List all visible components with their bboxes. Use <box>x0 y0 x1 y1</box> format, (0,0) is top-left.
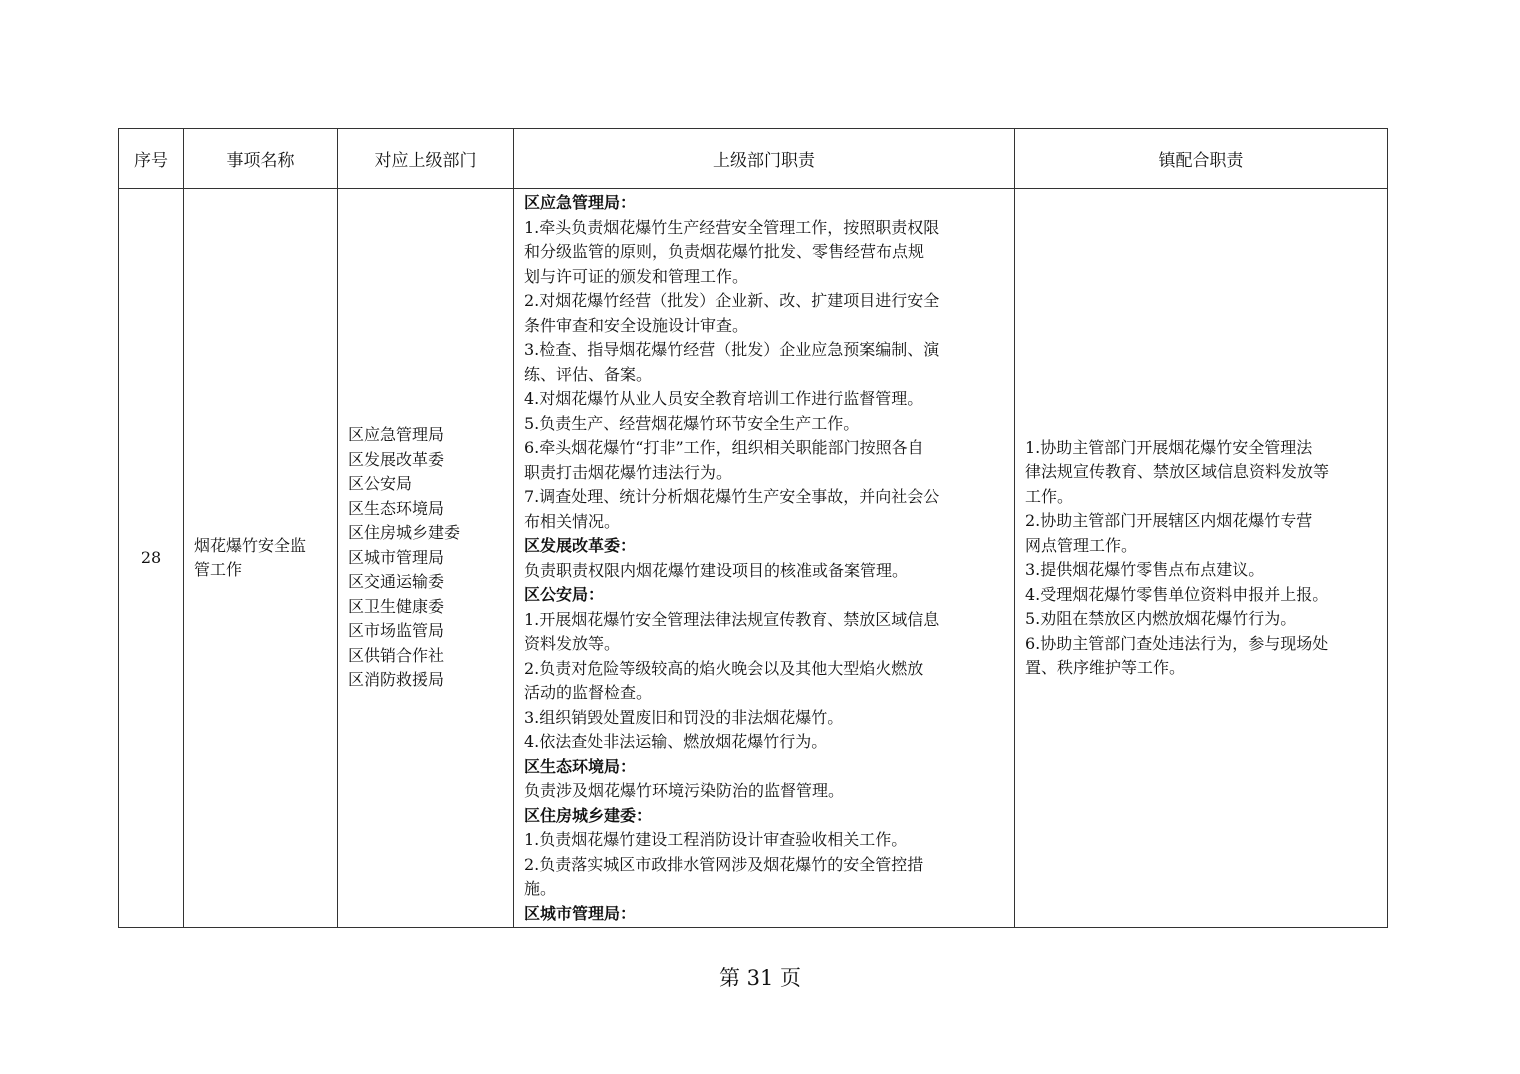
page-number: 第 31 页 <box>718 966 802 990</box>
duty-line: 2.负责落实城区市政排水管网涉及烟花爆竹的安全管控措 <box>524 854 924 874</box>
duty-line: 4.依法查处非法运输、燃放烟花爆竹行为。 <box>524 732 828 751</box>
duty-line: 负责涉及烟花爆竹环境污染防治的监督管理。 <box>524 781 845 800</box>
duty-line: 施。 <box>524 879 557 898</box>
department-item: 区市场监管局 <box>348 621 445 641</box>
duty-line: 4.对烟花爆竹从业人员安全教育培训工作进行监督管理。 <box>524 389 924 408</box>
duty-line: 负责职责权限内烟花爆竹建设项目的核准或备案管理。 <box>524 560 909 580</box>
town-duty-line: 5.劝阻在禁放区内燃放烟花爆竹行为。 <box>1025 609 1297 628</box>
town-duty-line: 置、秩序维护等工作。 <box>1025 658 1186 677</box>
duty-line: 练、评估、备案。 <box>524 364 653 384</box>
town-duty-line: 律法规宣传教育、禁放区域信息资料发放等 <box>1025 462 1330 481</box>
department-item: 区应急管理局 <box>348 425 445 445</box>
duty-line: 2.对烟花爆竹经营（批发）企业新、改、扩建项目进行安全 <box>524 291 940 310</box>
duty-line: 1.开展烟花爆竹安全管理法律法规宣传教育、禁放区域信息 <box>524 609 940 629</box>
town-duty-line: 4.受理烟花爆竹零售单位资料申报并上报。 <box>1025 584 1329 604</box>
duty-line: 3.组织销毁处置废旧和罚没的非法烟花爆竹。 <box>524 707 844 727</box>
duty-line: 7.调查处理、统计分析烟花爆竹生产安全事故，并向社会公 <box>524 487 940 506</box>
dept-duties-cell <box>514 189 1015 928</box>
duty-line: 2.负责对危险等级较高的焰火晚会以及其他大型焰火燃放 <box>524 658 924 678</box>
duty-line: 6.牵头烟花爆竹“打非”工作，组织相关职能部门按照各自 <box>524 438 924 457</box>
town-duty-line: 3.提供烟花爆竹零售点布点建议。 <box>1025 560 1265 579</box>
duty-department-heading: 区应急管理局： <box>524 193 637 212</box>
department-item: 区交通运输委 <box>348 572 445 592</box>
duty-line: 5.负责生产、经营烟花爆竹环节安全生产工作。 <box>524 413 860 433</box>
town-duty-line: 工作。 <box>1025 486 1074 506</box>
duty-department-heading: 区生态环境局： <box>524 756 637 776</box>
duty-department-heading: 区发展改革委： <box>524 536 637 555</box>
duty-line: 活动的监督检查。 <box>524 683 653 702</box>
header-number: 序号 <box>119 129 184 189</box>
duty-table <box>118 128 1388 928</box>
department-item: 区生态环境局 <box>348 498 445 518</box>
duty-line: 1.牵头负责烟花爆竹生产经营安全管理工作，按照职责权限 <box>524 217 940 237</box>
duty-department-heading: 区公安局： <box>524 585 605 604</box>
item-name-cell <box>184 189 338 928</box>
duty-line: 资料发放等。 <box>524 634 621 653</box>
duty-line: 划与许可证的颁发和管理工作。 <box>524 266 749 286</box>
header-town-duties: 镇配合职责 <box>1015 129 1388 189</box>
row-number: 28 <box>119 189 184 928</box>
header-item-name: 事项名称 <box>184 129 338 189</box>
duty-line: 条件审查和安全设施设计审查。 <box>524 315 749 335</box>
table-header-row <box>119 129 1388 189</box>
department-item: 区公安局 <box>348 474 413 494</box>
department-item: 区住房城乡建委 <box>348 523 461 543</box>
duty-department-heading: 区住房城乡建委： <box>524 805 653 825</box>
duty-line: 布相关情况。 <box>524 511 621 531</box>
header-departments: 对应上级部门 <box>338 129 514 189</box>
town-duty-line: 2.协助主管部门开展辖区内烟花爆竹专营 <box>1025 511 1313 530</box>
table-row <box>119 189 1388 928</box>
department-item: 区卫生健康委 <box>348 596 445 616</box>
town-duty-line: 6.协助主管部门查处违法行为，参与现场处 <box>1025 633 1329 653</box>
department-item: 区城市管理局 <box>348 547 445 567</box>
department-item: 区供销合作社 <box>348 645 445 665</box>
duty-line: 和分级监管的原则，负责烟花爆竹批发、零售经营布点规 <box>524 242 925 261</box>
duty-line: 1.负责烟花爆竹建设工程消防设计审查验收相关工作。 <box>524 830 908 849</box>
town-duty-line: 网点管理工作。 <box>1025 535 1138 555</box>
item-name-line: 烟花爆竹安全监 <box>194 535 307 555</box>
item-name-line: 管工作 <box>194 560 243 579</box>
duty-department-heading: 区城市管理局： <box>524 903 637 923</box>
duty-line: 3.检查、指导烟花爆竹经营（批发）企业应急预案编制、演 <box>524 340 940 359</box>
header-dept-duties: 上级部门职责 <box>514 129 1015 189</box>
duty-line: 职责打击烟花爆竹违法行为。 <box>524 462 733 482</box>
town-duty-line: 1.协助主管部门开展烟花爆竹安全管理法 <box>1025 437 1313 457</box>
departments-cell <box>338 189 514 928</box>
department-item: 区消防救援局 <box>348 670 445 690</box>
department-item: 区发展改革委 <box>348 449 445 469</box>
town-duties-cell <box>1015 189 1388 928</box>
